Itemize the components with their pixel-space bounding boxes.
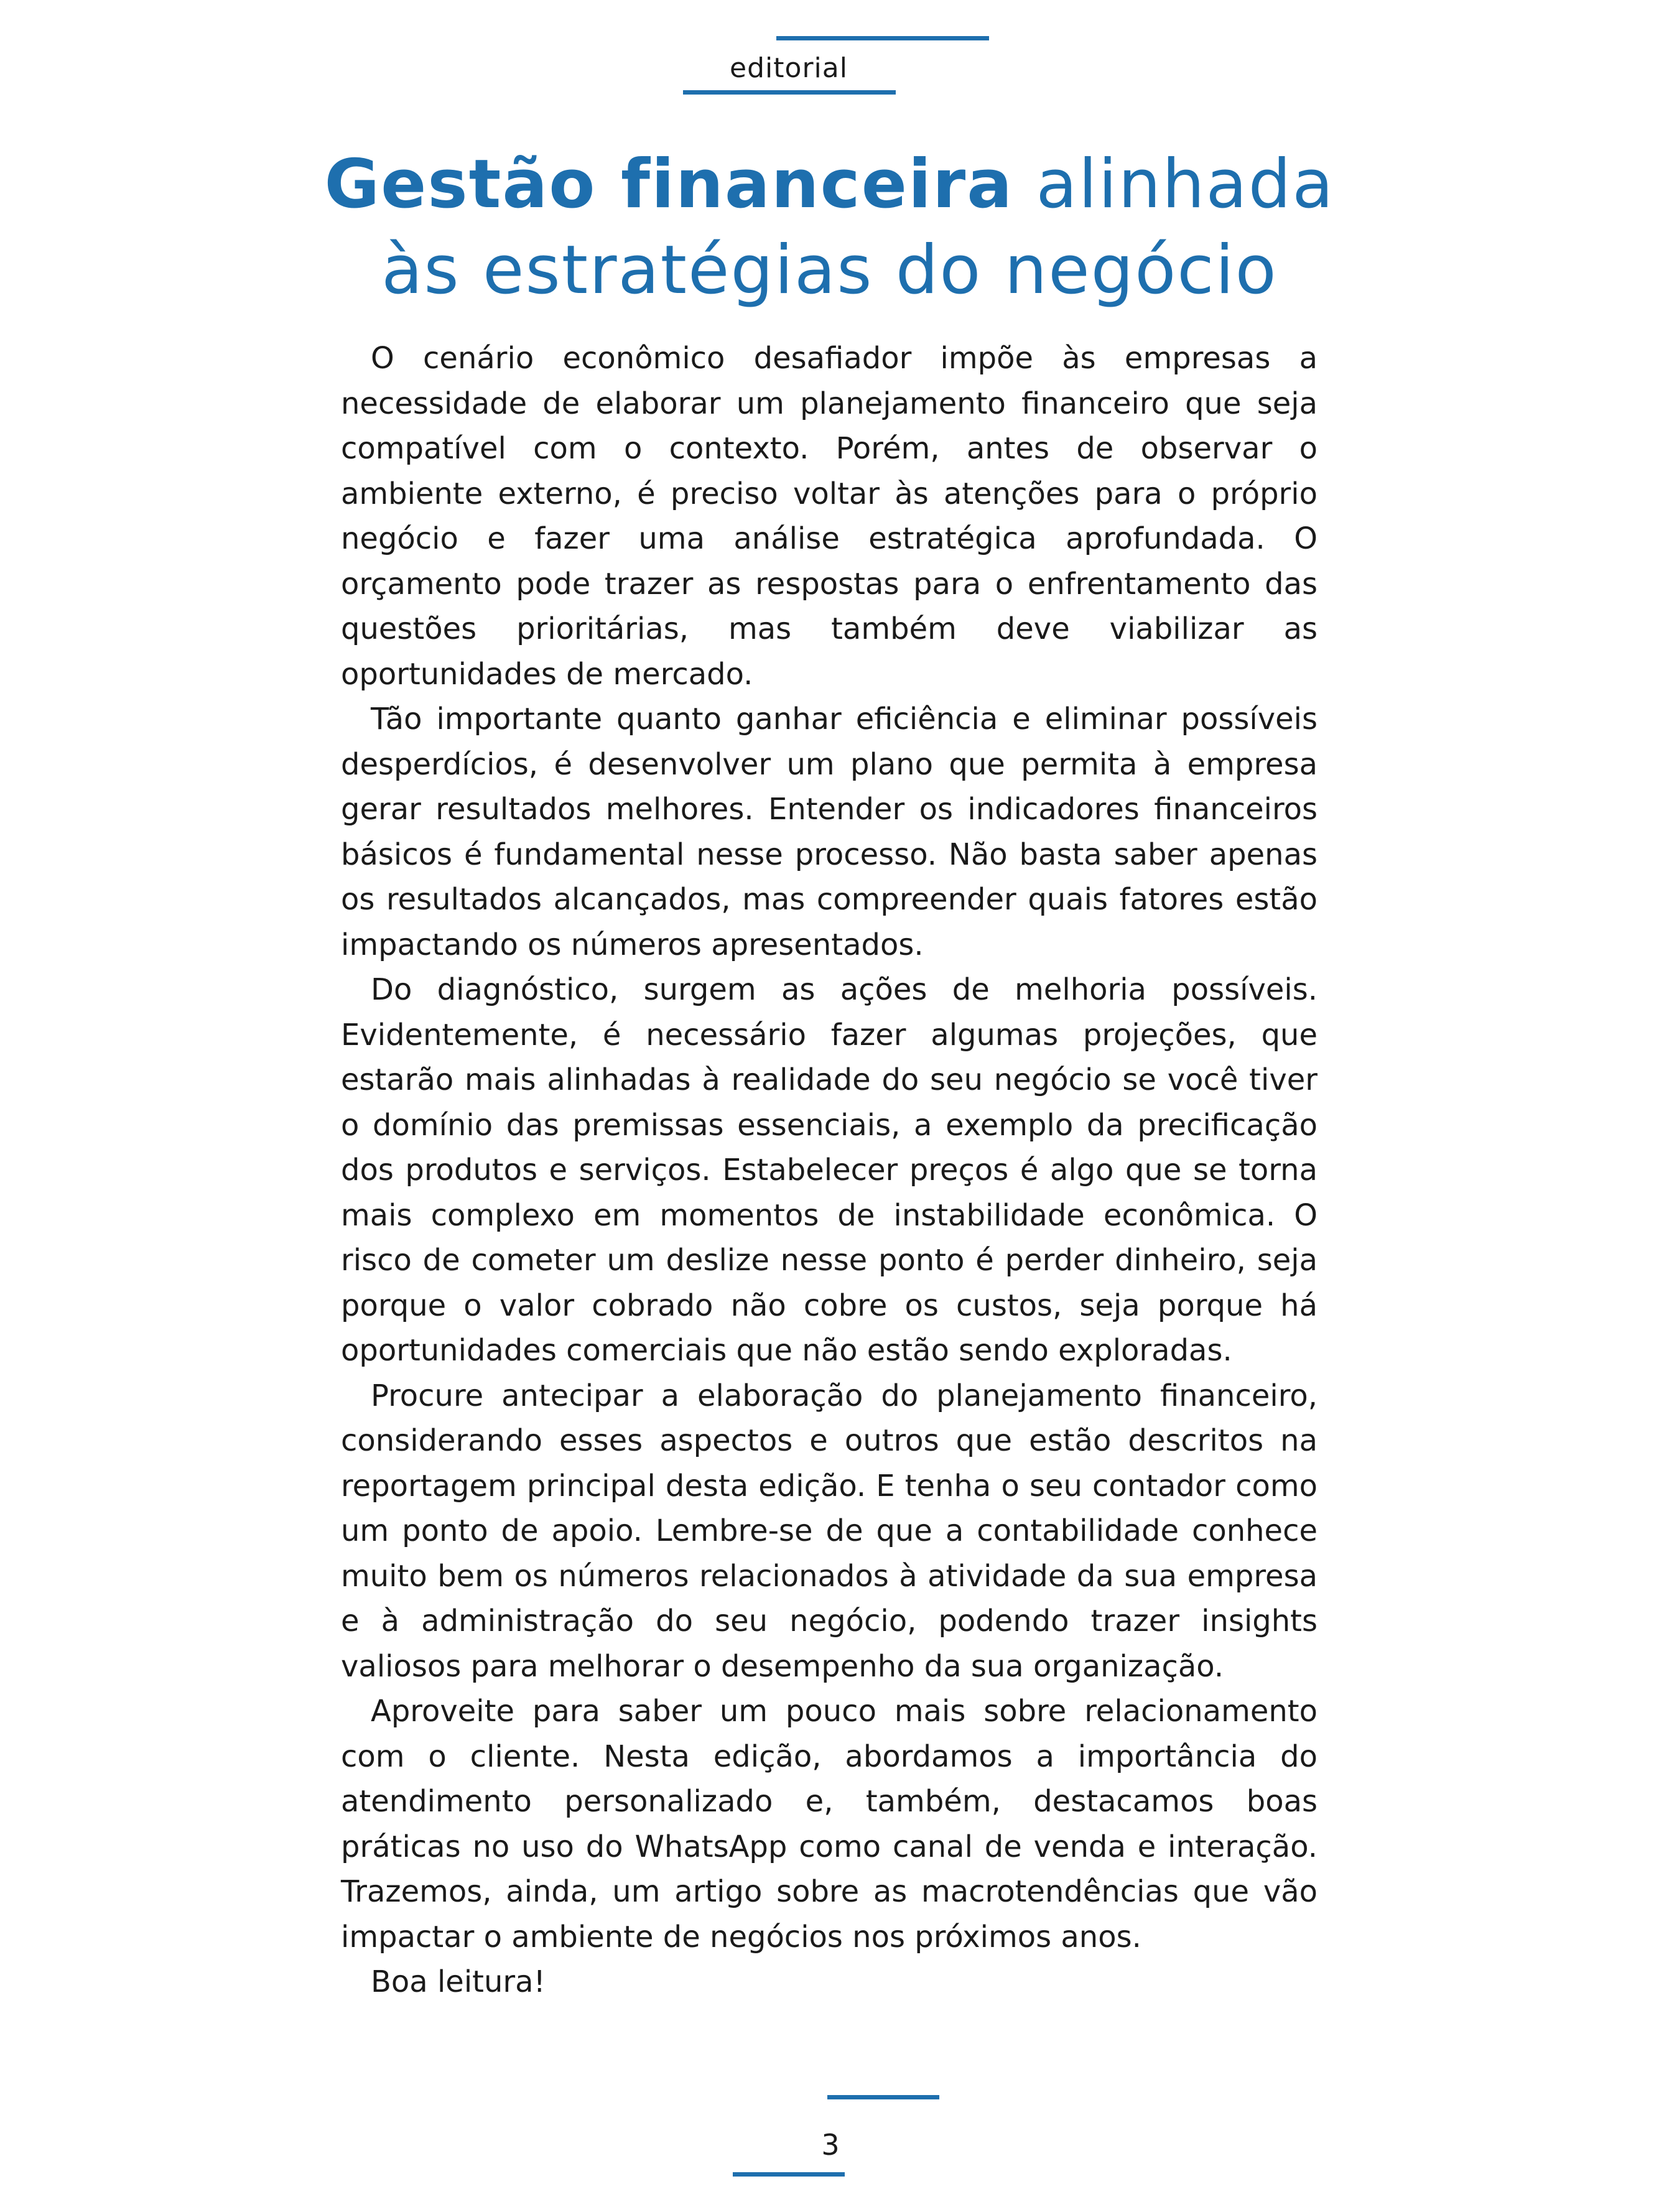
closing-line: Boa leitura! [371, 1964, 546, 1999]
title-bold-part: Gestão financeira [324, 146, 1014, 223]
footer-rule-bottom [733, 2172, 845, 2177]
paragraph-2: Tão importante quanto ganhar eficiência e eliminar possíveis desperdícios, é desenvolver um plano que permita à empresa gerar resultados melhores. Entender os indicadores financeiros básicos é fundamental nesse processo. Não basta saber apenas os resultados alcançados, mas compreender quais fatores estão impactando os números apresentados. [341, 702, 1317, 962]
page-number: 3 [821, 2128, 840, 2162]
paragraph-4: Procure antecipar a elaboração do planejamento financeiro, considerando esses aspectos e outros que estão descritos na reportagem principal desta edição. E tenha o seu contador como um ponto de apoio. Lembre-se de que a contabilidade conhece muito bem os números relacionados à atividade da sua empresa e à administração do seu negócio, podendo trazer insights valiosos para melhorar o desempenho da sua organização. [341, 1378, 1317, 1684]
footer-rule-top [827, 2095, 939, 2099]
title-regular-part: alinhada [1013, 146, 1335, 223]
section-label: editorial [730, 52, 848, 84]
article-body [341, 336, 1317, 2005]
paragraph-1: O cenário econômico desafiador impõe às empresas a necessidade de elaborar um planejamento financeiro que seja compatível com o contexto. Porém, antes de observar o ambiente externo, é preciso voltar às atenções para o próprio negócio e fazer uma análise estratégica aprofundada. O orçamento pode trazer as respostas para o enfrentamento das questões prioritárias, mas também deve viabilizar as oportunidades de mercado. [341, 341, 1317, 692]
title-second-line: às estratégias do negócio [381, 231, 1278, 309]
paragraph-3: Do diagnóstico, surgem as ações de melhoria possíveis. Evidentemente, é necessário fazer algumas projeções, que estarão mais alinhadas à realidade do seu negócio se você tiver o domínio das premissas essenciais, a exemplo da precificação dos produtos e serviços. Estabelecer preços é algo que se torna mais complexo em momentos de instabilidade econômica. O risco de cometer um deslize nesse ponto é perder dinheiro, seja porque o valor cobrado não cobre os custos, seja porque há oportunidades comerciais que não estão sendo exploradas. [341, 972, 1317, 1368]
paragraph-5: Aproveite para saber um pouco mais sobre relacionamento com o cliente. Nesta edição, abordamos a importância do atendimento personalizado e, também, destacamos boas práticas no uso do WhatsApp como canal de venda e interação. Trazemos, ainda, um artigo sobre as macrotendências que vão impactar o ambiente de negócios nos próximos anos. [341, 1694, 1317, 1954]
article-title [124, 142, 1535, 314]
header-rule-top [776, 36, 989, 40]
header-rule-bottom [683, 90, 896, 95]
